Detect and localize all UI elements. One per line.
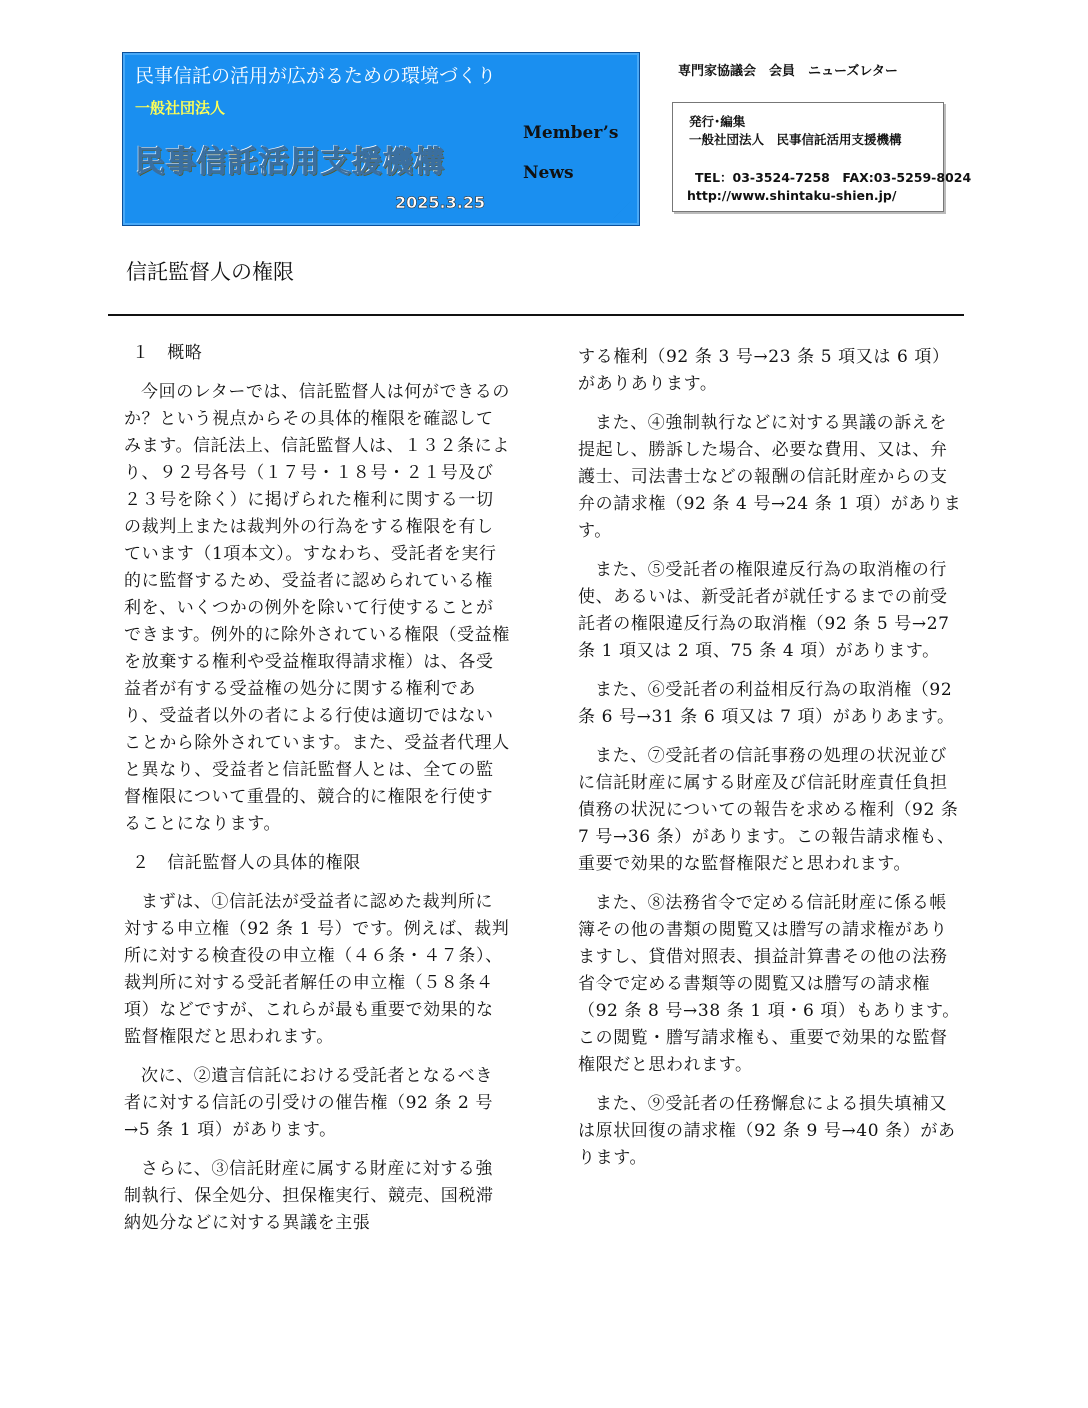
article-left-column (124, 340, 510, 1249)
banner-corp-type: 一般社団法人 (135, 99, 226, 117)
paragraph: また、④強制執行などに対する異議の訴えを提起し、勝訴した場合、必要な費用、又は、弁護士、司法書士などの報酬の信託財産からの支弁の請求権（92 条 4 号→24 条 1 項）があります。 (578, 413, 962, 541)
header-banner (122, 52, 640, 226)
paragraph: また、⑨受託者の任務懈怠による損失填補又は原状回復の請求権（92 条 9 号→40 条）があります。 (578, 1094, 956, 1168)
paragraph: する権利（92 条 3 号→23 条 5 項又は 6 項）がありあります。 (578, 347, 950, 394)
paragraph: さらに、③信託財産に属する財産に対する強制執行、保全処分、担保権実行、競売、国税滞納処分などに対する異議を主張 (124, 1159, 494, 1233)
section-heading-1: １ 概略 (132, 343, 203, 363)
members-news-label (523, 113, 618, 193)
banner-tagline: 民事信託の活用が広がるための環境づくり (135, 65, 497, 87)
paragraph: また、⑤受託者の権限違反行為の取消権の行使、あるいは、新受託者が就任するまでの前受託者の権限違反行為の取消権（92 条 5 号→27 条 1 項又は 2 項、75 条 4 項）があります。 (578, 560, 950, 661)
article-right-column (578, 344, 964, 1184)
title-divider (108, 314, 964, 316)
members-label: Member’s (523, 123, 619, 143)
newsletter-title: 専門家協議会 会員 ニューズレター (678, 64, 898, 79)
banner-org-name: 民事信託活用支援機構 (135, 145, 445, 180)
publisher-label: 発行･編集 (689, 114, 746, 129)
publisher-url[interactable]: http://www.shintaku-shien.jp/ (687, 188, 897, 203)
banner-date: 2025.3.25 (395, 193, 486, 212)
paragraph: 次に、②遺言信託における受託者となるべき者に対する信託の引受けの催告権（92 条 2 号→5 条 1 項）があります。 (124, 1066, 494, 1140)
section-heading-2: ２ 信託監督人の具体的権限 (132, 853, 361, 873)
paragraph: また、⑥受託者の利益相反行為の取消権（92 条 6 号→31 条 6 項又は 7 項）がありあます。 (578, 680, 955, 727)
publisher-tel-fax: TEL：03-3524-7258 FAX:03-5259-8024 (695, 170, 972, 185)
publisher-name: 一般社団法人 民事信託活用支援機構 (689, 132, 902, 147)
paragraph: また、⑧法務省令で定める信託財産に係る帳簿その他の書類の閲覧又は謄写の請求権がありますし、貸借対照表、損益計算書その他の法務省令で定める書類等の閲覧又は謄写の請求権（92 条 8 号→38 条 1 項・6 項）もあります。この閲覧・謄写請求権も、重要で効果的な監督権限だと思われます。 (578, 893, 960, 1075)
publisher-box (672, 102, 972, 212)
news-label: News (523, 163, 574, 183)
paragraph: まずは、①信託法が受益者に認めた裁判所に対する申立権（92 条 1 号）です。例えば、裁判所に対する検査役の申立権（４６条・４７条）、裁判所に対する受託者解任の申立権（５８条４項）などですが、これらが最も重要で効果的な監督権限だと思われます。 (124, 892, 510, 1047)
paragraph: また、⑦受託者の信託事務の処理の状況並びに信託財産に属する財産及び信託財産責任負担債務の状況についての報告を求める権利（92 条 7 号→36 条）があります。この報告請求権も、重要で効果的な監督権限だと思われます。 (578, 746, 959, 874)
paragraph: 今回のレターでは、信託監督人は何ができるのか？という視点からその具体的権限を確認してみます。信託法上、信託監督人は、１３２条により、９２号各号（１７号・１８号・２１号及び２３号を除く）に掲げられた権利に関する一切の裁判上または裁判外の行為をする権限を有しています（1項本文）。すなわち、受託者を実行的に監督するため、受益者に認められている権利を、いくつかの例外を除いて行使することができます。例外的に除外されている権限（受益権を放棄する権利や受益権取得請求権）は、各受益者が有する受益権の処分に関する権利であり、受益者以外の者による行使は適切ではないことから除外されています。また、受益者代理人と異なり、受益者と信託監督人とは、全ての監督権限について重畳的、競合的に権限を行使することになります。 (124, 382, 510, 834)
article-title: 信託監督人の権限 (126, 260, 294, 284)
